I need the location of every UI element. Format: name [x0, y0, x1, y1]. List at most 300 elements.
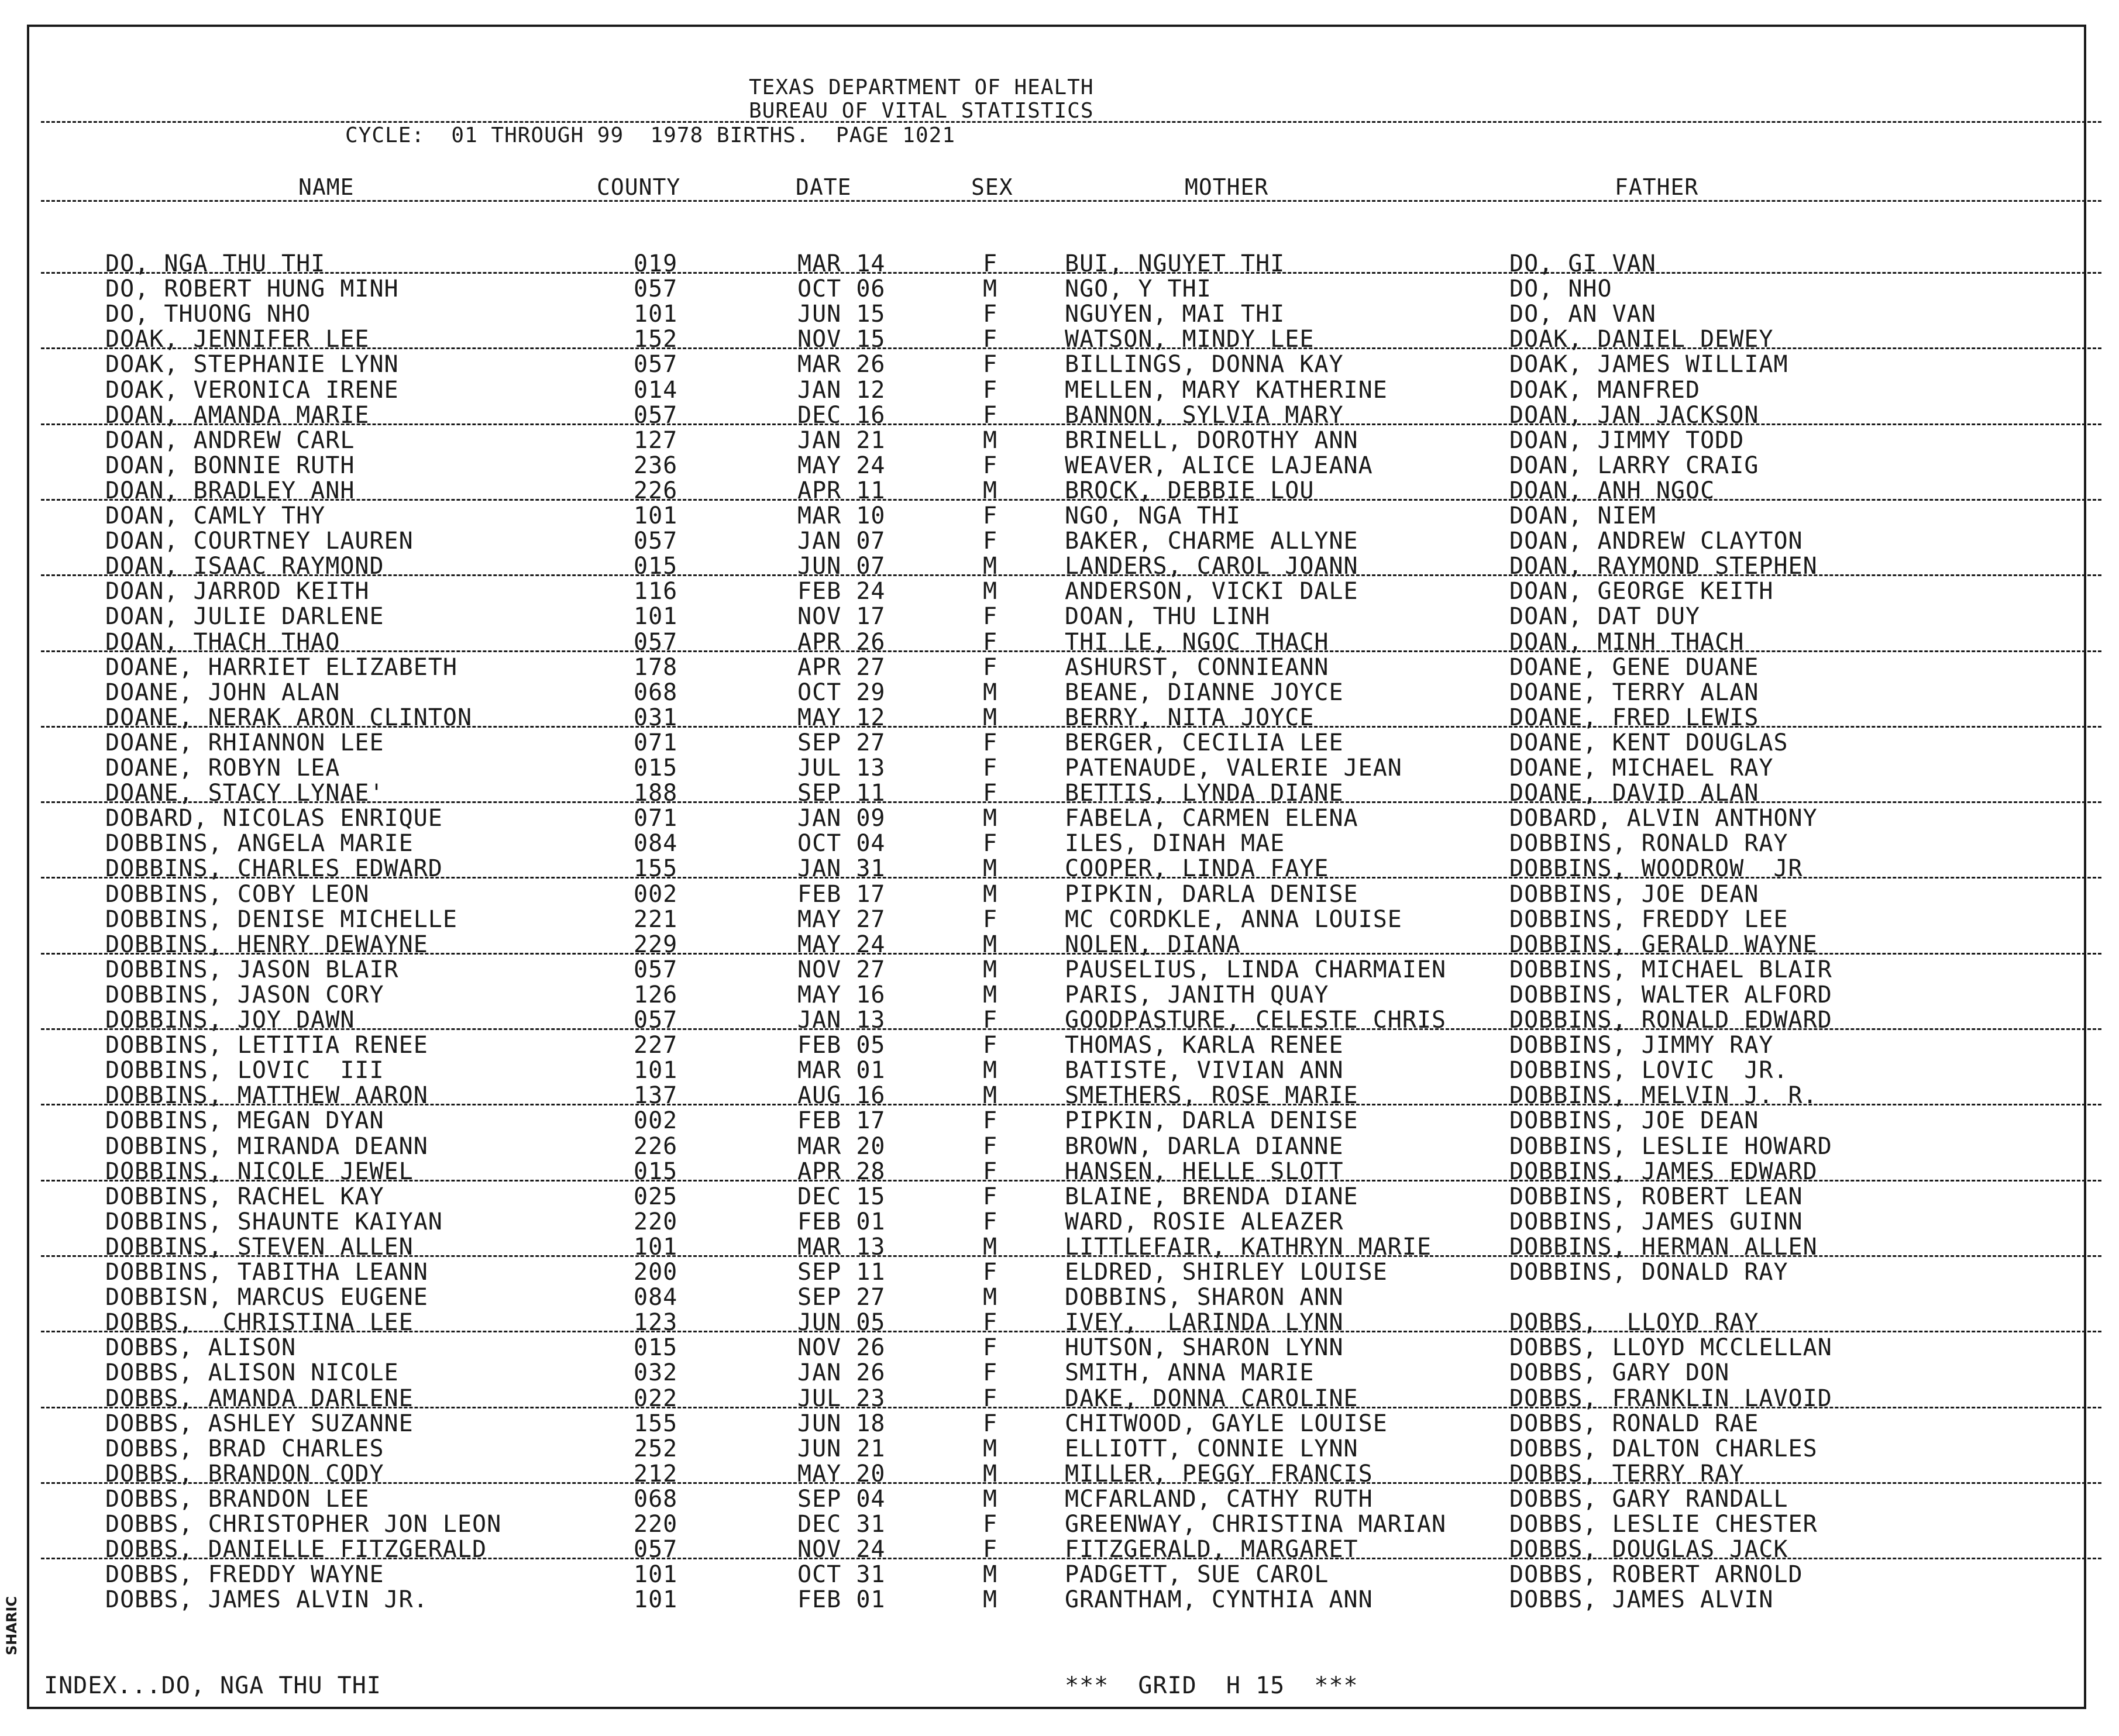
- record-date: FEB 17: [797, 880, 886, 908]
- record-mother: NOLEN, DIANA: [1065, 931, 1241, 958]
- record-name: DOBBINS, JOY DAWN: [105, 1007, 355, 1034]
- record-row: [0, 403, 2119, 428]
- record-date: JUN 21: [797, 1435, 886, 1462]
- record-date: FEB 01: [797, 1208, 886, 1235]
- record-name: DOBBINS, MATTHEW AARON: [105, 1082, 428, 1110]
- record-county: 116: [634, 578, 678, 605]
- record-mother: ILES, DINAH MAE: [1065, 830, 1285, 857]
- record-mother: SMETHERS, ROSE MARIE: [1065, 1082, 1358, 1110]
- record-date: FEB 05: [797, 1032, 886, 1059]
- record-name: DOAK, STEPHANIE LYNN: [105, 351, 399, 378]
- record-name: DOBBS, CHRISTOPHER JON LEON: [105, 1511, 502, 1538]
- record-row: [0, 983, 2119, 1007]
- record-row: [0, 957, 2119, 982]
- record-mother: BERRY, NITA JOYCE: [1065, 704, 1315, 731]
- record-mother: GRANTHAM, CYNTHIA ANN: [1065, 1586, 1373, 1614]
- record-sex: M: [983, 880, 998, 908]
- record-sex: M: [983, 805, 998, 832]
- record-date: JUN 05: [797, 1309, 886, 1337]
- record-row: [0, 1210, 2119, 1234]
- record-father: DOANE, TERRY ALAN: [1509, 678, 1759, 706]
- record-date: FEB 17: [797, 1107, 886, 1135]
- record-sex: F: [983, 250, 998, 277]
- record-name: DOBBS, ALISON NICOLE: [105, 1359, 399, 1387]
- record-father: DOBBS, FRANKLIN LAVOID: [1509, 1384, 1832, 1412]
- record-father: DOBBS, TERRY RAY: [1509, 1460, 1745, 1487]
- record-father: DOBBINS, WALTER ALFORD: [1509, 981, 1832, 1008]
- record-name: DO, ROBERT HUNG MINH: [105, 275, 399, 303]
- record-row: [0, 1008, 2119, 1032]
- record-father: DOAN, DAT DUY: [1509, 603, 1701, 631]
- record-name: DOAN, BRADLEY ANH: [105, 477, 355, 504]
- record-name: DOBBS, CHRISTINA LEE: [105, 1309, 414, 1337]
- record-date: MAR 13: [797, 1233, 886, 1260]
- record-mother: IVEY, LARINDA LYNN: [1065, 1309, 1344, 1337]
- record-row: [0, 1285, 2119, 1310]
- record-county: 015: [634, 1334, 678, 1362]
- record-sex: F: [983, 1183, 998, 1210]
- record-name: DOBARD, NICOLAS ENRIQUE: [105, 805, 443, 832]
- record-sex: F: [983, 1208, 998, 1235]
- record-sex: F: [983, 326, 998, 353]
- record-name: DOAN, BONNIE RUTH: [105, 452, 355, 479]
- record-mother: MC CORDKLE, ANNA LOUISE: [1065, 905, 1402, 933]
- record-sex: F: [983, 401, 998, 429]
- record-father: DOAN, RAYMOND STEPHEN: [1509, 553, 1818, 580]
- record-row: [0, 428, 2119, 453]
- record-sex: F: [983, 351, 998, 378]
- record-sex: F: [983, 780, 998, 807]
- record-row: [0, 1058, 2119, 1083]
- record-mother: BROWN, DARLA DIANNE: [1065, 1132, 1344, 1160]
- record-sex: M: [983, 1057, 998, 1084]
- record-mother: FITZGERALD, MARGARET: [1065, 1536, 1358, 1563]
- record-date: MAY 24: [797, 931, 886, 958]
- record-mother: ELLIOTT, CONNIE LYNN: [1065, 1435, 1358, 1462]
- record-name: DOBBINS, CHARLES EDWARD: [105, 855, 443, 883]
- record-name: DOBBS, AMANDA DARLENE: [105, 1384, 414, 1412]
- record-father: DOBBINS, DONALD RAY: [1509, 1259, 1788, 1286]
- record-sex: F: [983, 905, 998, 933]
- record-row: [0, 529, 2119, 553]
- record-row: [0, 1386, 2119, 1411]
- record-row: [0, 1360, 2119, 1385]
- record-mother: BLAINE, BRENDA DIANE: [1065, 1183, 1358, 1210]
- record-row: [0, 1083, 2119, 1108]
- record-father: DOAN, GEORGE KEITH: [1509, 578, 1774, 605]
- record-sex: F: [983, 830, 998, 857]
- record-name: DOBBINS, TABITHA LEANN: [105, 1259, 428, 1286]
- record-row: [0, 882, 2119, 907]
- record-sex: F: [983, 1032, 998, 1059]
- record-name: DOAN, AMANDA MARIE: [105, 401, 370, 429]
- record-date: DEC 15: [797, 1183, 886, 1210]
- record-name: DO, NGA THU THI: [105, 250, 326, 277]
- record-county: 101: [634, 502, 678, 529]
- record-name: DOBBINS, DENISE MICHELLE: [105, 905, 457, 933]
- record-date: SEP 27: [797, 729, 886, 756]
- record-date: MAY 20: [797, 1460, 886, 1487]
- column-header-name: NAME: [298, 174, 355, 200]
- record-date: APR 28: [797, 1158, 886, 1185]
- record-father: DOAN, LARRY CRAIG: [1509, 452, 1759, 479]
- record-sex: M: [983, 678, 998, 706]
- record-row: [0, 756, 2119, 780]
- record-row: [0, 579, 2119, 604]
- side-label: SHARIC: [4, 1596, 20, 1655]
- record-date: SEP 04: [797, 1485, 886, 1513]
- record-row: [0, 302, 2119, 326]
- record-sex: F: [983, 376, 998, 404]
- record-mother: BUI, NGUYET THI: [1065, 250, 1285, 277]
- record-sex: M: [983, 1284, 998, 1311]
- record-county: 123: [634, 1309, 678, 1337]
- record-date: JUL 13: [797, 755, 886, 781]
- record-row: [0, 1462, 2119, 1486]
- record-county: 137: [634, 1082, 678, 1110]
- record-mother: GOODPASTURE, CELESTE CHRIS: [1065, 1007, 1447, 1034]
- record-sex: F: [983, 1132, 998, 1160]
- record-row: [0, 705, 2119, 730]
- record-date: APR 26: [797, 628, 886, 656]
- record-sex: M: [983, 1460, 998, 1487]
- record-sex: M: [983, 704, 998, 731]
- record-date: MAY 24: [797, 452, 886, 479]
- record-mother: MCFARLAND, CATHY RUTH: [1065, 1485, 1373, 1513]
- record-row: [0, 352, 2119, 377]
- record-name: DOBBS, BRAD CHARLES: [105, 1435, 384, 1462]
- record-date: SEP 27: [797, 1284, 886, 1311]
- record-sex: M: [983, 855, 998, 883]
- record-father: DOAN, JIMMY TODD: [1509, 426, 1745, 454]
- record-mother: NGO, Y THI: [1065, 275, 1212, 303]
- record-sex: F: [983, 1536, 998, 1563]
- record-county: 227: [634, 1032, 678, 1059]
- record-row: [0, 252, 2119, 276]
- record-mother: BILLINGS, DONNA KAY: [1065, 351, 1344, 378]
- record-father: DOBBINS, MELVIN J. R.: [1509, 1082, 1818, 1110]
- record-mother: SMITH, ANNA MARIE: [1065, 1359, 1315, 1387]
- record-name: DOBBINS, NICOLE JEWEL: [105, 1158, 414, 1185]
- record-county: 101: [634, 603, 678, 631]
- record-date: MAR 20: [797, 1132, 886, 1160]
- record-name: DOAN, ANDREW CARL: [105, 426, 355, 454]
- record-county: 068: [634, 678, 678, 706]
- record-row: [0, 680, 2119, 705]
- record-name: DOBBINS, SHAUNTE KAIYAN: [105, 1208, 443, 1235]
- record-father: DOBBS, LESLIE CHESTER: [1509, 1511, 1818, 1538]
- record-father: DOBBINS, RONALD EDWARD: [1509, 1007, 1832, 1034]
- record-name: DOANE, RHIANNON LEE: [105, 729, 384, 756]
- footer-grid: *** GRID H 15 ***: [1065, 1672, 1358, 1699]
- record-date: DEC 31: [797, 1511, 886, 1538]
- record-date: JAN 26: [797, 1359, 886, 1387]
- column-header-date: DATE: [796, 174, 852, 200]
- record-county: 155: [634, 1410, 678, 1437]
- record-father: DOBBS, LLOYD RAY: [1509, 1309, 1759, 1337]
- record-father: DOBBS, DOUGLAS JACK: [1509, 1536, 1788, 1563]
- record-sex: F: [983, 755, 998, 781]
- record-sex: M: [983, 956, 998, 983]
- record-date: NOV 15: [797, 326, 886, 353]
- record-county: 155: [634, 855, 678, 883]
- record-sex: F: [983, 1107, 998, 1135]
- record-name: DO, THUONG NHO: [105, 301, 311, 328]
- record-mother: NGO, NGA THI: [1065, 502, 1241, 529]
- record-sex: F: [983, 1259, 998, 1286]
- record-sex: F: [983, 1511, 998, 1538]
- record-mother: BAKER, CHARME ALLYNE: [1065, 528, 1358, 555]
- record-county: 015: [634, 553, 678, 580]
- record-county: 226: [634, 1132, 678, 1160]
- record-date: AUG 16: [797, 1082, 886, 1110]
- record-sex: M: [983, 931, 998, 958]
- record-name: DOAN, THACH THAO: [105, 628, 340, 656]
- record-mother: CHITWOOD, GAYLE LOUISE: [1065, 1410, 1388, 1437]
- record-father: DOBBINS, LESLIE HOWARD: [1509, 1132, 1832, 1160]
- record-father: DOBBINS, MICHAEL BLAIR: [1509, 956, 1832, 983]
- column-header-mother: MOTHER: [1185, 174, 1269, 200]
- record-date: NOV 24: [797, 1536, 886, 1563]
- column-header-county: COUNTY: [597, 174, 681, 200]
- record-county: 057: [634, 275, 678, 303]
- record-sex: F: [983, 528, 998, 555]
- record-date: MAY 16: [797, 981, 886, 1008]
- header-line1: TEXAS DEPARTMENT OF HEALTH: [749, 75, 1094, 99]
- record-sex: F: [983, 1359, 998, 1387]
- record-mother: BEANE, DIANNE JOYCE: [1065, 678, 1344, 706]
- record-date: OCT 06: [797, 275, 886, 303]
- record-row: [0, 504, 2119, 528]
- record-father: DOAN, MINH THACH: [1509, 628, 1745, 656]
- record-date: JUL 23: [797, 1384, 886, 1412]
- record-sex: M: [983, 1082, 998, 1110]
- record-date: OCT 31: [797, 1561, 886, 1589]
- record-county: 178: [634, 653, 678, 681]
- record-county: 220: [634, 1208, 678, 1235]
- record-county: 071: [634, 805, 678, 832]
- record-mother: MILLER, PEGGY FRANCIS: [1065, 1460, 1373, 1487]
- record-row: [0, 1437, 2119, 1461]
- record-date: FEB 24: [797, 578, 886, 605]
- record-mother: BETTIS, LYNDA DIANE: [1065, 780, 1344, 807]
- record-row: [0, 1033, 2119, 1058]
- record-date: JAN 12: [797, 376, 886, 404]
- record-father: DOBBS, GARY DON: [1509, 1359, 1730, 1387]
- record-row: [0, 806, 2119, 831]
- record-date: JAN 31: [797, 855, 886, 883]
- record-mother: HUTSON, SHARON LYNN: [1065, 1334, 1344, 1362]
- record-name: DOBBS, BRANDON LEE: [105, 1485, 370, 1513]
- footer-index: INDEX...DO, NGA THU THI: [44, 1672, 381, 1699]
- record-row: [0, 907, 2119, 932]
- column-header-sex: SEX: [971, 174, 1013, 200]
- record-sex: M: [983, 426, 998, 454]
- record-mother: DAKE, DONNA CAROLINE: [1065, 1384, 1358, 1412]
- record-name: DOBBINS, ANGELA MARIE: [105, 830, 414, 857]
- record-father: DOBBS, RONALD RAE: [1509, 1410, 1759, 1437]
- record-county: 226: [634, 477, 678, 504]
- record-name: DOBBINS, LOVIC III: [105, 1057, 384, 1084]
- record-name: DOBBINS, MIRANDA DEANN: [105, 1132, 428, 1160]
- column-header-divider: [41, 200, 2101, 202]
- record-mother: PARIS, JANITH QUAY: [1065, 981, 1329, 1008]
- record-county: 101: [634, 1586, 678, 1614]
- record-county: 212: [634, 1460, 678, 1487]
- record-sex: F: [983, 653, 998, 681]
- record-name: DOANE, ROBYN LEA: [105, 755, 340, 781]
- record-row: [0, 453, 2119, 478]
- record-father: DO, AN VAN: [1509, 301, 1656, 328]
- record-row: [0, 277, 2119, 301]
- record-father: DOAK, MANFRED: [1509, 376, 1701, 404]
- record-mother: BANNON, SYLVIA MARY: [1065, 401, 1344, 429]
- record-sex: M: [983, 1233, 998, 1260]
- record-date: NOV 27: [797, 956, 886, 983]
- record-county: 101: [634, 1233, 678, 1260]
- record-name: DOBBS, ASHLEY SUZANNE: [105, 1410, 414, 1437]
- record-date: SEP 11: [797, 780, 886, 807]
- record-date: SEP 11: [797, 1259, 886, 1286]
- record-county: 236: [634, 452, 678, 479]
- header-line2: BUREAU OF VITAL STATISTICS: [749, 99, 1094, 123]
- record-county: 057: [634, 956, 678, 983]
- record-county: 221: [634, 905, 678, 933]
- record-row: [0, 831, 2119, 856]
- record-father: DOBBINS, WOODROW JR: [1509, 855, 1803, 883]
- record-sex: F: [983, 729, 998, 756]
- record-date: JAN 07: [797, 528, 886, 555]
- record-sex: F: [983, 1309, 998, 1337]
- record-row: [0, 932, 2119, 957]
- record-row: [0, 1310, 2119, 1335]
- record-name: DOBBINS, HENRY DEWAYNE: [105, 931, 428, 958]
- record-county: 022: [634, 1384, 678, 1412]
- record-date: NOV 17: [797, 603, 886, 631]
- record-sex: F: [983, 603, 998, 631]
- record-sex: F: [983, 628, 998, 656]
- record-father: DOBBINS, JOE DEAN: [1509, 1107, 1759, 1135]
- record-date: MAR 10: [797, 502, 886, 529]
- record-county: 057: [634, 1536, 678, 1563]
- record-name: DOANE, STACY LYNAE': [105, 780, 384, 807]
- record-mother: BATISTE, VIVIAN ANN: [1065, 1057, 1344, 1084]
- record-county: 126: [634, 981, 678, 1008]
- header-cycle: CYCLE: 01 THROUGH 99 1978 BIRTHS. PAGE 1021: [345, 123, 955, 147]
- record-county: 220: [634, 1511, 678, 1538]
- record-row: [0, 1235, 2119, 1259]
- record-mother: ASHURST, CONNIEANN: [1065, 653, 1329, 681]
- record-name: DOAN, CAMLY THY: [105, 502, 326, 529]
- record-row: [0, 856, 2119, 881]
- record-father: DOBBINS, GERALD WAYNE: [1509, 931, 1818, 958]
- record-county: 014: [634, 376, 678, 404]
- record-date: OCT 29: [797, 678, 886, 706]
- record-county: 188: [634, 780, 678, 807]
- record-mother: ANDERSON, VICKI DALE: [1065, 578, 1358, 605]
- record-mother: BROCK, DEBBIE LOU: [1065, 477, 1315, 504]
- record-name: DOBBINS, COBY LEON: [105, 880, 370, 908]
- record-row: [0, 1335, 2119, 1360]
- record-mother: COOPER, LINDA FAYE: [1065, 855, 1329, 883]
- record-date: FEB 01: [797, 1586, 886, 1614]
- record-name: DOBBINS, STEVEN ALLEN: [105, 1233, 414, 1260]
- record-sex: F: [983, 452, 998, 479]
- record-county: 068: [634, 1485, 678, 1513]
- record-row: [0, 1587, 2119, 1612]
- record-father: DOBBINS, LOVIC JR.: [1509, 1057, 1788, 1084]
- record-mother: WEAVER, ALICE LAJEANA: [1065, 452, 1373, 479]
- record-father: DOAN, NIEM: [1509, 502, 1656, 529]
- record-name: DOBBINS, MEGAN DYAN: [105, 1107, 384, 1135]
- record-father: DOBBINS, JIMMY RAY: [1509, 1032, 1774, 1059]
- record-mother: PADGETT, SUE CAROL: [1065, 1561, 1329, 1589]
- record-date: MAR 14: [797, 250, 886, 277]
- record-row: [0, 378, 2119, 402]
- record-father: DOANE, FRED LEWIS: [1509, 704, 1759, 731]
- record-name: DOBBINS, RACHEL KAY: [105, 1183, 384, 1210]
- record-county: 057: [634, 401, 678, 429]
- record-county: 101: [634, 1561, 678, 1589]
- record-father: DOAK, DANIEL DEWEY: [1509, 326, 1774, 353]
- record-sex: F: [983, 1334, 998, 1362]
- record-father: DOAN, ANDREW CLAYTON: [1509, 528, 1803, 555]
- record-sex: M: [983, 1586, 998, 1614]
- record-date: MAY 12: [797, 704, 886, 731]
- record-sex: M: [983, 1485, 998, 1513]
- record-row: [0, 604, 2119, 629]
- record-name: DOAN, JULIE DARLENE: [105, 603, 384, 631]
- record-father: DOBBINS, HERMAN ALLEN: [1509, 1233, 1818, 1260]
- record-county: 002: [634, 880, 678, 908]
- record-county: 252: [634, 1435, 678, 1462]
- record-date: JAN 21: [797, 426, 886, 454]
- column-header-father: FATHER: [1615, 174, 1699, 200]
- record-county: 084: [634, 1284, 678, 1311]
- record-county: 200: [634, 1259, 678, 1286]
- record-sex: F: [983, 1384, 998, 1412]
- record-mother: LANDERS, CAROL JOANN: [1065, 553, 1358, 580]
- record-county: 057: [634, 628, 678, 656]
- record-date: JUN 15: [797, 301, 886, 328]
- record-sex: F: [983, 1158, 998, 1185]
- record-name: DOAK, JENNIFER LEE: [105, 326, 370, 353]
- record-date: JUN 18: [797, 1410, 886, 1437]
- record-sex: M: [983, 275, 998, 303]
- record-county: 015: [634, 755, 678, 781]
- record-county: 019: [634, 250, 678, 277]
- record-row: [0, 1260, 2119, 1284]
- record-row: [0, 731, 2119, 755]
- record-mother: FABELA, CARMEN ELENA: [1065, 805, 1358, 832]
- record-father: DOBBINS, JOE DEAN: [1509, 880, 1759, 908]
- record-father: DOBARD, ALVIN ANTHONY: [1509, 805, 1818, 832]
- record-mother: PAUSELIUS, LINDA CHARMAIEN: [1065, 956, 1447, 983]
- record-name: DOAK, VERONICA IRENE: [105, 376, 399, 404]
- record-county: 071: [634, 729, 678, 756]
- record-row: [0, 1537, 2119, 1562]
- record-father: DO, NHO: [1509, 275, 1612, 303]
- record-name: DOBBINS, JASON BLAIR: [105, 956, 399, 983]
- record-date: JAN 09: [797, 805, 886, 832]
- record-father: DOBBINS, FREDDY LEE: [1509, 905, 1788, 933]
- record-father: DOANE, KENT DOUGLAS: [1509, 729, 1788, 756]
- record-name: DOANE, NERAK ARON CLINTON: [105, 704, 473, 731]
- record-date: JAN 13: [797, 1007, 886, 1034]
- record-father: DOBBINS, RONALD RAY: [1509, 830, 1788, 857]
- record-mother: HANSEN, HELLE SLOTT: [1065, 1158, 1344, 1185]
- record-row: [0, 1184, 2119, 1209]
